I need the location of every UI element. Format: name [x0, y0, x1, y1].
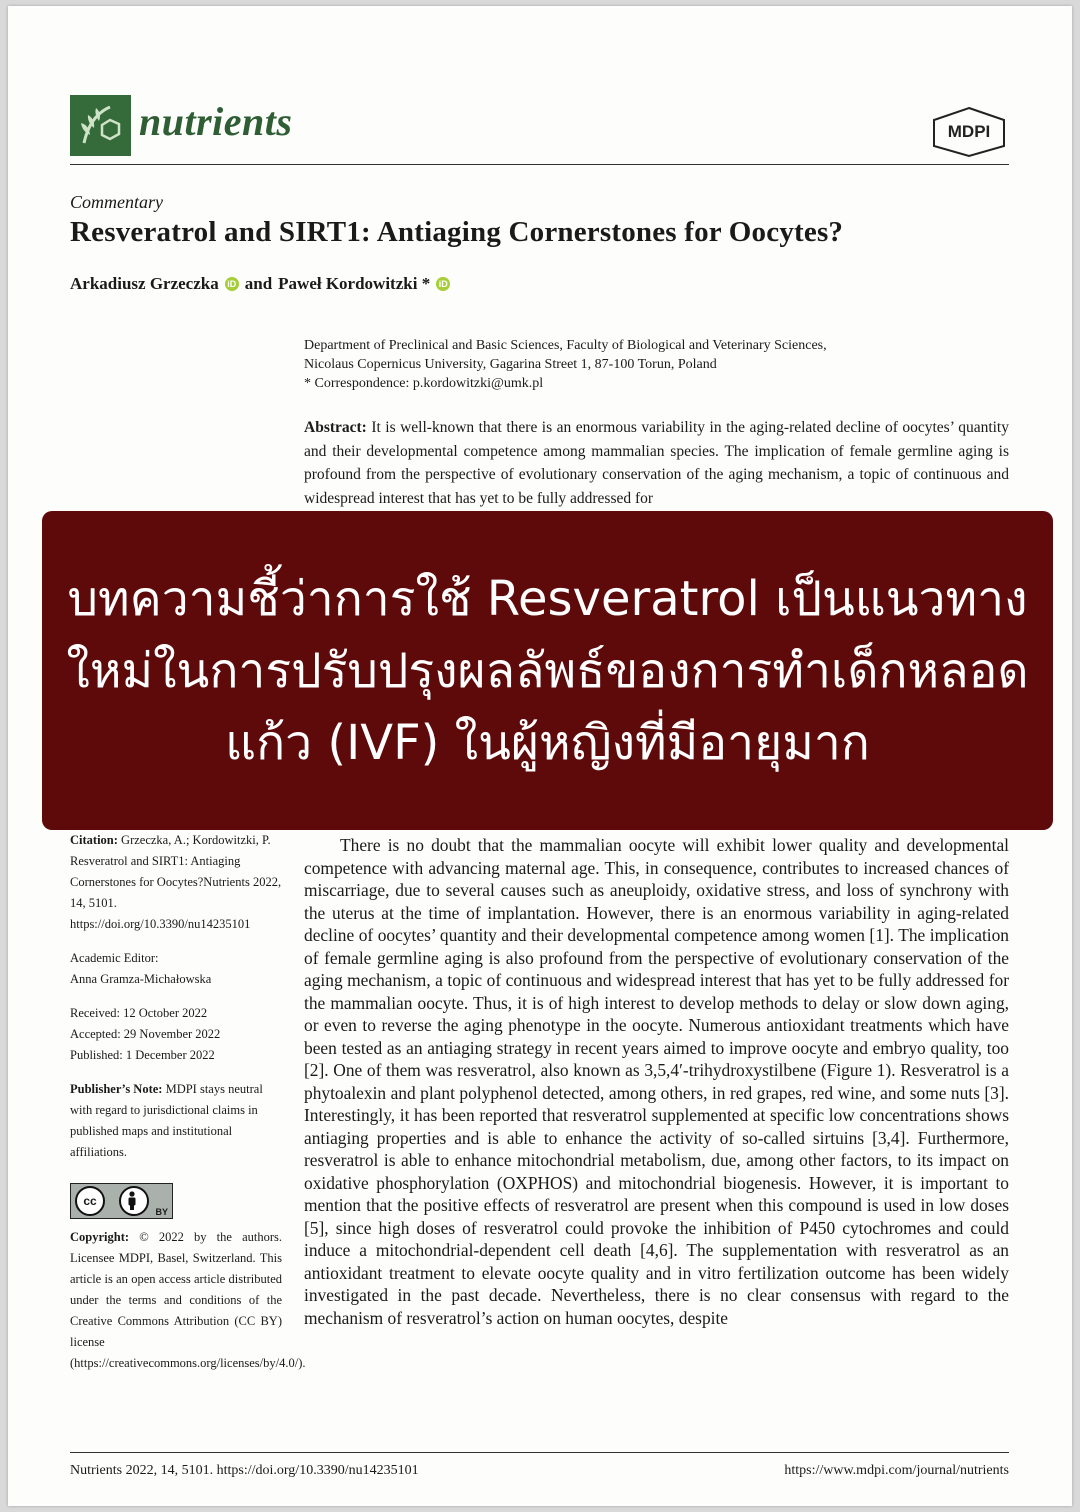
- overlay-caption-text: บทความชี้ว่าการใช้ Resveratrol เป็นแนวทางใหม่ในการปรับปรุงผลลัพธ์ของการทำเด็กหลอดแก้ว (IVF) ในผู้หญิงที่มีอายุมาก: [66, 570, 1029, 771]
- mdpi-logo: [930, 106, 1008, 158]
- author-conjunction: and: [244, 274, 273, 293]
- publisher-note-block: [70, 1079, 282, 1163]
- journal-name: nutrients: [139, 99, 293, 144]
- mdpi-logo-text: MDPI: [947, 122, 991, 141]
- document-page: [8, 6, 1072, 1506]
- cc-by-license-badge[interactable]: [70, 1183, 173, 1219]
- academic-editor-block: [70, 948, 282, 990]
- license-badge-text: BY: [155, 1207, 168, 1217]
- affiliation-line: Nicolaus Copernicus University, Gagarina Street 1, 87-100 Torun, Poland: [304, 357, 717, 372]
- abstract: [304, 416, 1009, 510]
- attribution-person-icon: [119, 1186, 149, 1216]
- abstract-text: It is well-known that there is an enormous variability in the aging-related decline of oocytes’ quantity and their developmental competence among mammalian species. The implication of female germline aging is profound from the perspective of evolutionary conservation of the aging mechanism, a topic of continuous and widespread interest that has yet to be fully addressed for: [304, 419, 1009, 507]
- article-title: Resveratrol and SIRT1: Antiaging Cornerstones for Oocytes?: [70, 216, 844, 248]
- body-text: [304, 834, 1009, 1329]
- affiliation-line: Department of Preclinical and Basic Sciences, Faculty of Biological and Veterinary Sciences,: [304, 338, 827, 353]
- correspondence: * Correspondence: p.kordowitzki@umk.pl: [304, 376, 544, 391]
- header-rule: [70, 164, 1009, 165]
- body-paragraph: There is no doubt that the mammalian oocyte will exhibit lower quality and developmental competence with advancing maternal age. This, in consequence, contributes to increased chances of miscarriage, due to several causes such as aneuploidy, oxidative stress, and loss of synchrony with the uterus at the time of implantation. However, there is an enormous variability in aging-related decline of oocytes’ quantity and their developmental competence among women [1]. The implication of female germline aging is also profound from the perspective of evolutionary conservation of the aging mechanism, a topic of continuous and widespread interest that has yet to be fully addressed for the mammalian oocyte. Thus, it is of high interest to develop methods to delay or slow down aging, or even to reverse the aging phenotype in the oocyte. Numerous antioxidant treatments which have been tested as an antiaging strategy in recent years aimed to improve oocyte and embryo quality, too [2]. One of them was resveratrol, also known as 3,5,4′-trihydroxystilbene (Figure 1). Resveratrol is a phytoalexin and plant polyphenol detected, among others, in red grapes, red wine, and some nuts [3]. Interestingly, it has been reported that resveratrol supplemented at specific low concentrations shows antiaging properties and is able to enhance the activity of so-called sirtuins [3,4]. Furthermore, resveratrol is able to enhance mitochondrial metabolism, due, among other factors, to its impact on oxidative phosphorylation (OXPHOS) and mitochondrial biogenesis. However, it is important to mention that the positive effects of resveratrol are present when this compound is used in low doses [5], since high doses of resveratrol could provoke the inhibition of P450 cytochromes and could induce a mitochondrial-dependent cell death [4,6]. The supplementation with resveratrol as an antioxidant treatment to elevate oocyte quality and in vitro fertilization outcome has been widely investigated in the past decade. Nevertheless, there is no clear consensus with regard to the mechanism of resveratrol’s action on human oocytes, despite: [304, 835, 1009, 1328]
- thai-caption-overlay: [42, 511, 1053, 830]
- received-date: Received: 12 October 2022: [70, 1006, 208, 1020]
- abstract-label: Abstract:: [304, 419, 367, 436]
- copyright-label: Copyright:: [70, 1230, 130, 1244]
- article-type: Commentary: [70, 192, 163, 212]
- citation-block: [70, 830, 282, 935]
- author-name[interactable]: Arkadiusz Grzeczka: [70, 274, 219, 293]
- footer-rule: [70, 1452, 1009, 1453]
- copyright-text: © 2022 by the authors. Licensee MDPI, Basel, Switzerland. This article is an open access article distributed under the terms and conditions of the Creative Commons Attribution (CC BY) license (https://creativecommons.org/licenses/by/4.0/).: [70, 1230, 306, 1370]
- accepted-date: Accepted: 29 November 2022: [70, 1027, 221, 1041]
- published-date: Published: 1 December 2022: [70, 1048, 215, 1062]
- citation-text: Grzeczka, A.; Kordowitzki, P. Resveratrol and SIRT1: Antiaging Cornerstones for Oocytes?Nutrients 2022, 14, 5101. https://doi.org/10.3390/nu14235101: [70, 833, 282, 931]
- academic-editor-name: Anna Gramza-Michałowska: [70, 972, 212, 986]
- footer-citation: Nutrients 2022, 14, 5101. https://doi.org/10.3390/nu14235101: [70, 1463, 419, 1478]
- copyright-block: [70, 1227, 306, 1374]
- academic-editor-label: Academic Editor:: [70, 951, 159, 965]
- citation-label: Citation:: [70, 833, 118, 847]
- footer-journal-url[interactable]: https://www.mdpi.com/journal/nutrients: [784, 1463, 1009, 1478]
- orcid-icon[interactable]: iD: [436, 277, 450, 291]
- publisher-note-label: Publisher’s Note:: [70, 1082, 163, 1096]
- dates-block: [70, 1003, 282, 1066]
- affiliation: [304, 336, 827, 393]
- author-list: [70, 274, 450, 294]
- creative-commons-icon: cc: [75, 1186, 105, 1216]
- publisher-note-text: MDPI stays neutral with regard to jurisdictional claims in published maps and institutional affiliations.: [70, 1082, 263, 1159]
- author-name[interactable]: Paweł Kordowitzki *: [278, 274, 431, 293]
- orcid-icon[interactable]: iD: [225, 277, 239, 291]
- journal-logo-icon: [70, 95, 131, 156]
